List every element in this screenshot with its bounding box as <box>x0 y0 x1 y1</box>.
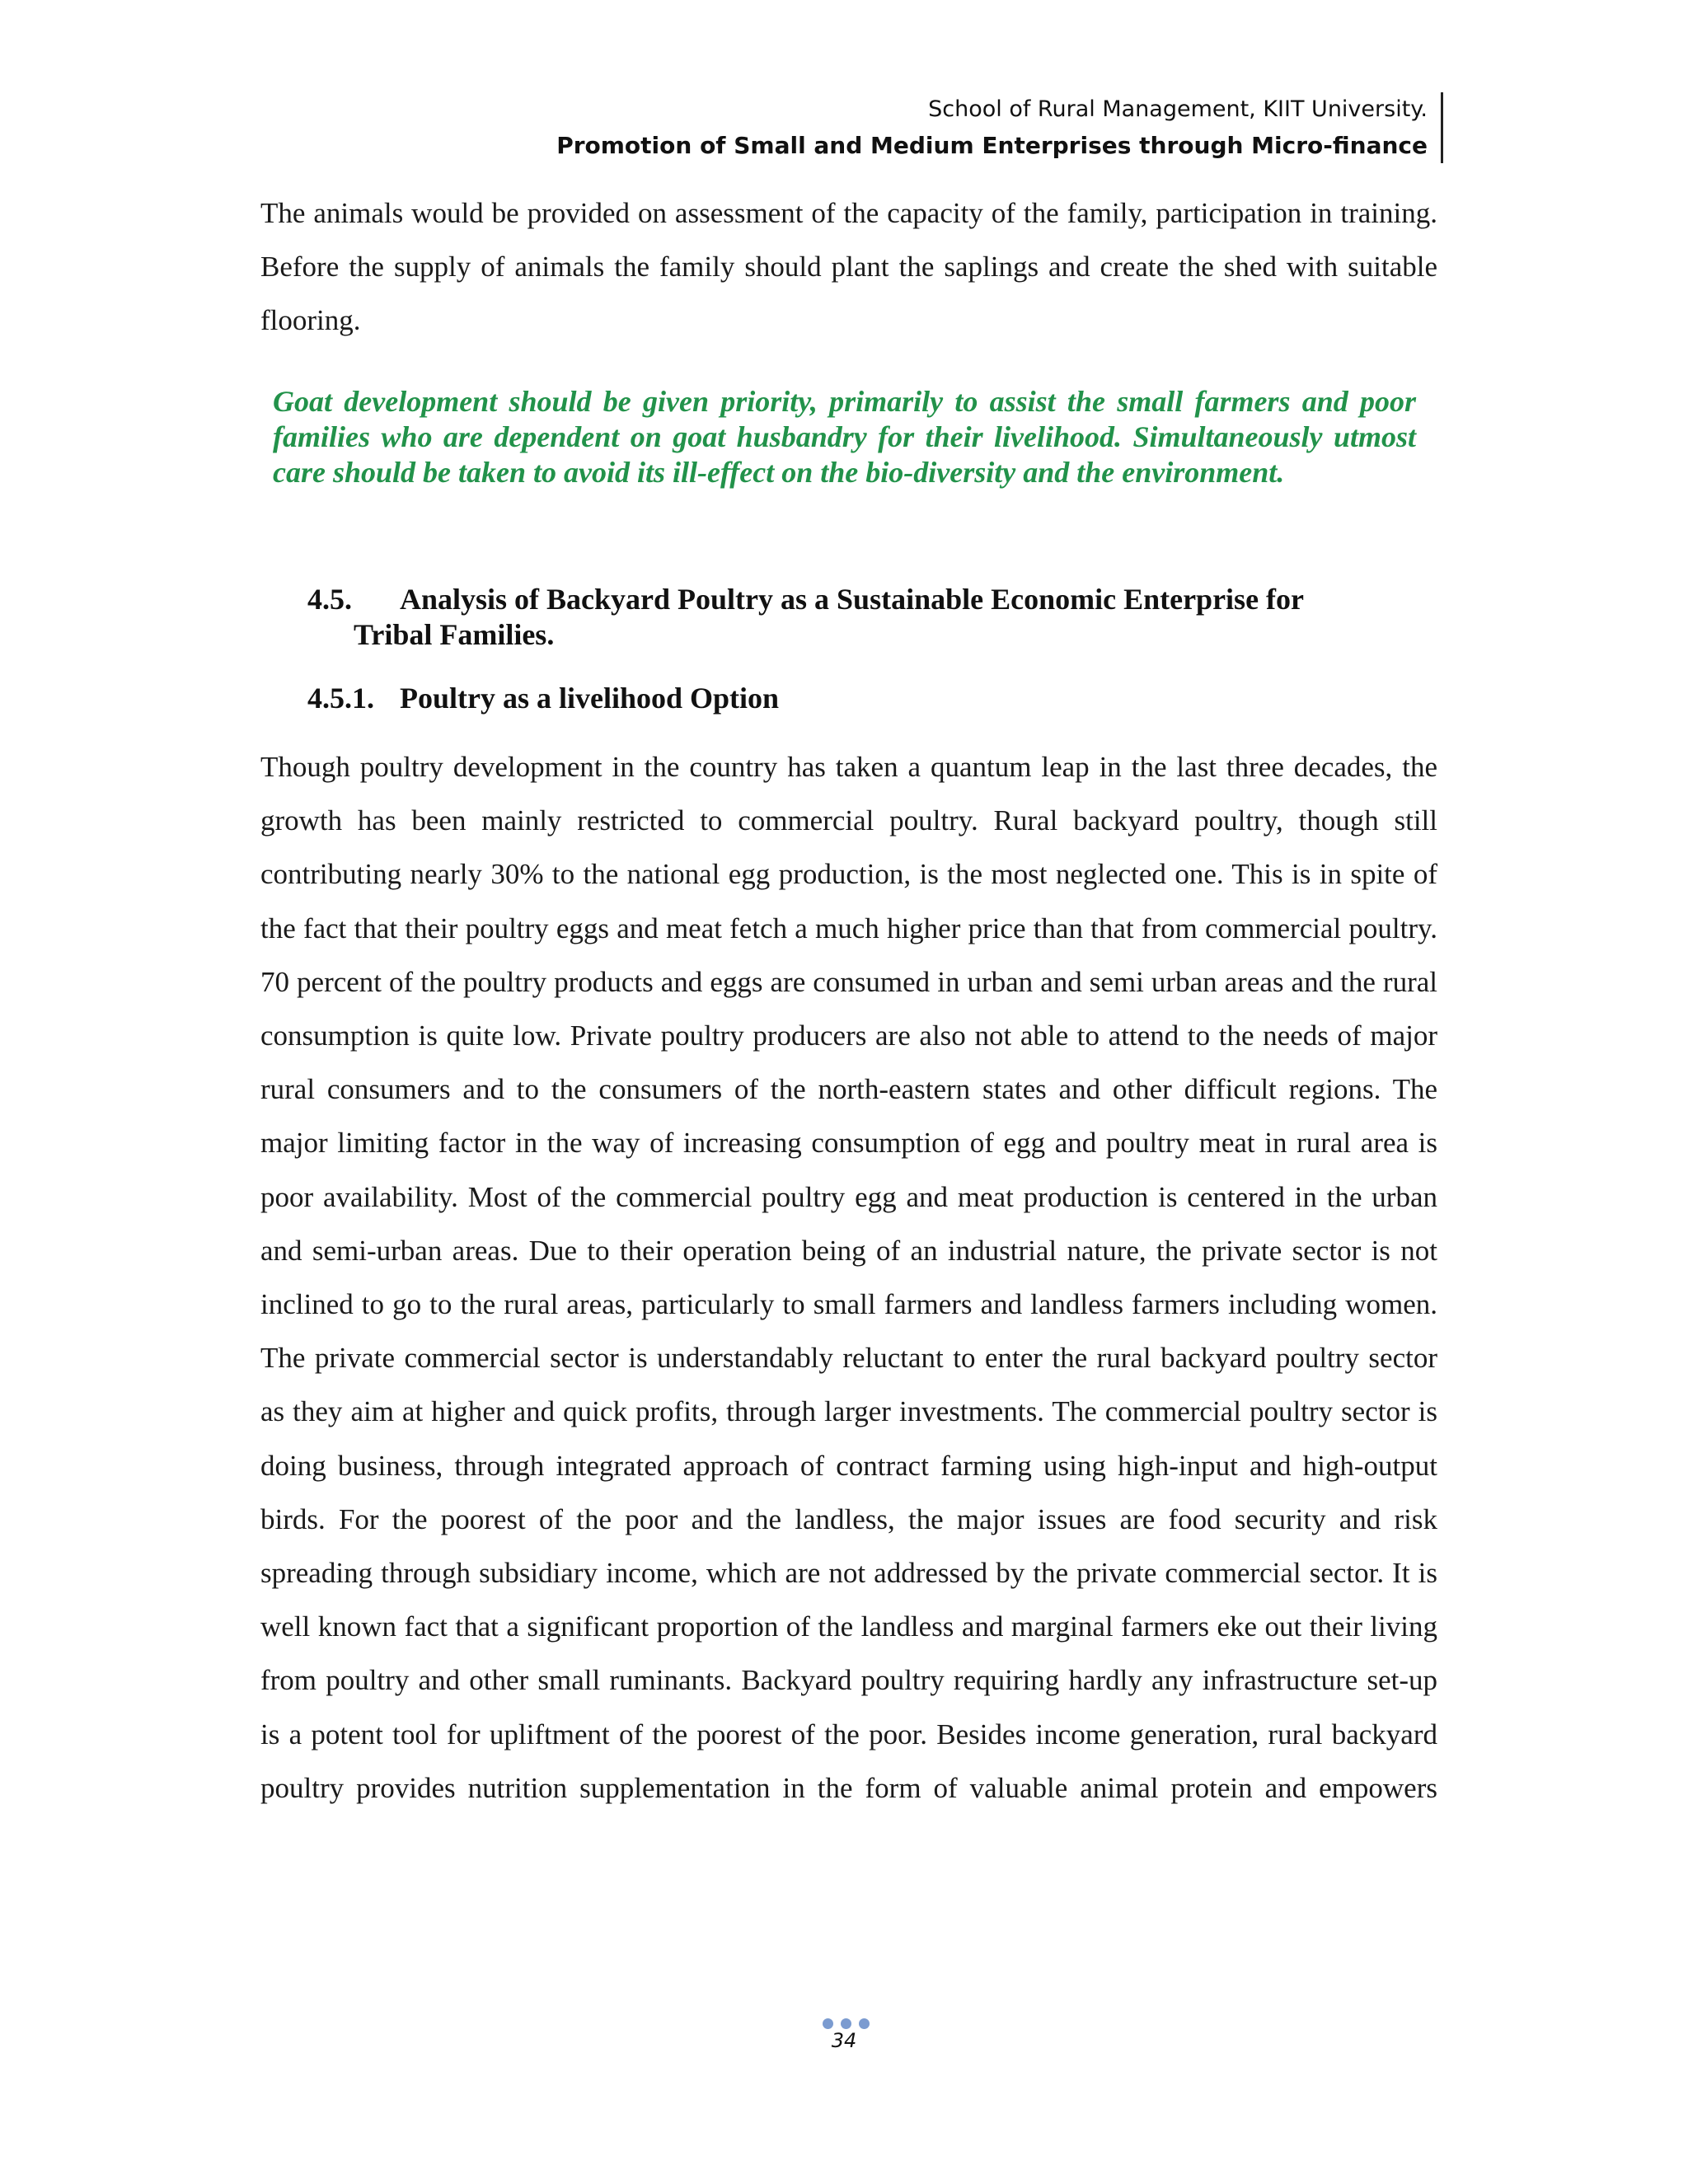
body-paragraph: Though poultry development in the country has taken a quantum leap in the last three decades, the growth has been mainly restricted to commercial poultry. Rural backyard poultry, though still contributing nearly 30% to the national egg production, is the most neglected one. This is in spite of the fact that their poultry eggs and meat fetch a much higher price than that from commercial poultry. 70 percent of the poultry products and eggs are consumed in urban and semi urban areas and the rural consumption is quite low. Private poultry producers are also not able to attend to the needs of major rural consumers and to the consumers of the north-eastern states and other difficult regions. The major limiting factor in the way of increasing consumption of egg and poultry meat in rural area is poor availability. Most of the commercial poultry egg and meat production is centered in the urban and semi-urban areas. Due to their operation being of an industrial nature, the private sector is not inclined to go to the rural areas, particularly to small farmers and landless farmers including women. The private commercial sector is understandably reluctant to enter the rural backyard poultry sector as they aim at higher and quick profits, through larger investments. The commercial poultry sector is doing business, through integrated approach of contract farming using high-input and high-output birds. For the poorest of the poor and the landless, the major issues are food security and risk spreading through subsidiary income, which are not addressed by the private commercial sector. It is well known fact that a significant proportion of the landless and marginal farmers eke out their living from poultry and other small ruminants. Backyard poultry requiring hardly any infrastructure set-up is a potent tool for upliftment of the poorest of the poor. Besides income generation, rural backyard poultry provides nutrition supplementation in the form of valuable animal protein and empowers <box>260 751 1437 1804</box>
subsection-number: 4.5.1. <box>307 682 374 715</box>
page-number: 34 <box>831 2029 857 2052</box>
footer-dot <box>859 2018 870 2029</box>
section-title-line2: Tribal Families. <box>354 618 555 651</box>
intro-paragraph: The animals would be provided on assessment of the capacity of the family, participation in training. Before the supply of animals the family should plant the saplings and create the shed with suitable flooring. <box>260 197 1437 337</box>
footer-dot <box>823 2018 833 2029</box>
header-institution: School of Rural Management, KIIT University. <box>928 96 1428 122</box>
running-header <box>556 91 1428 163</box>
section-number: 4.5. <box>307 583 352 616</box>
subsection-heading-4-5-1 <box>307 681 1461 716</box>
section-title-line1: Analysis of Backyard Poultry as a Sustainable Economic Enterprise for <box>400 583 1305 616</box>
footer-dots-ornament <box>823 2018 880 2030</box>
section-heading-4-5 <box>307 582 1461 653</box>
subsection-title: Poultry as a livelihood Option <box>400 682 780 715</box>
header-report-title: Promotion of Small and Medium Enterprises through Micro-finance <box>556 132 1428 159</box>
footer-dot <box>841 2018 851 2029</box>
highlight-quote: Goat development should be given priority, primarily to assist the small farmers and poor families who are dependent on goat husbandry for their livelihood. Simultaneously utmost care should be taken to avoid its ill-effect on the bio-diversity and the environment. <box>273 385 1416 489</box>
header-divider <box>1441 92 1443 163</box>
